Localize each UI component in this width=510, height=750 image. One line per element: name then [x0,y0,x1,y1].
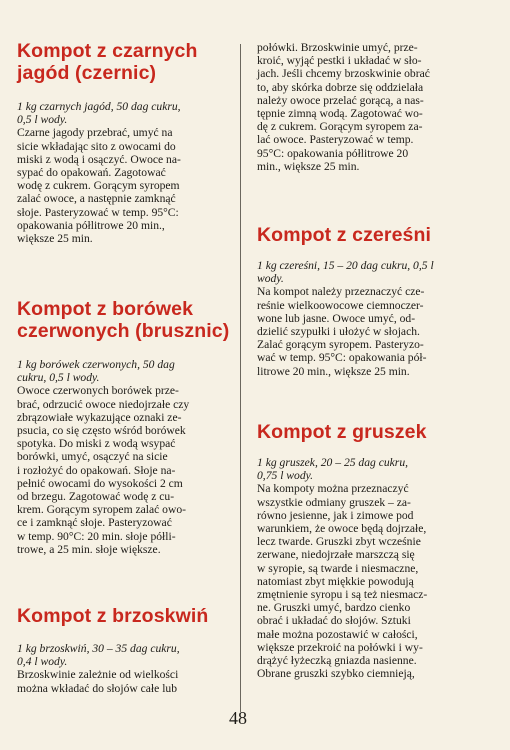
recipe-title: Kompot z czereśni [257,224,431,246]
column-divider [240,44,241,712]
recipe-title: Kompot z czarnych jagód (czernic) [17,40,198,84]
recipe-ingredients: 1 kg czereśni, 15 – 20 dag cukru, 0,5 l wody. [257,259,434,286]
recipe-czeresnie [257,224,470,378]
recipe-instructions: Owoce czerwonych borówek prze- brać, odrzucić owoce niedojrzałe czy zbrązowiałe wykazujące oznaki ze- psucia, co się często wśród borówek spotyka. Do miski z wodą wsypać borówki, umyć, osączyć na sicie i rozłożyć do opakowań. Słoje na- pełnić owocami do wysokości 2 cm od brzegu. Zagotować wodę z cu- krem. Gorącym syropem zalać owo- ce i zamknąć słoje. Pasteryzować w temp. 90°C: 20 min. słoje półli- trowe, a 25 min. słoje większe. [17,384,190,556]
recipe-title: Kompot z gruszek [257,421,427,443]
recipe-title: Kompot z brzoskwiń [17,605,209,627]
recipe-title: Kompot z borówek czerwonych (brusznic) [17,298,230,342]
recipe-brzoskwinie-continuation [257,41,470,173]
recipe-borowki [17,298,230,556]
recipe-instructions: Na kompoty można przeznaczyć wszystkie odmiany gruszek – za- równo jesienne, jak i zimowe pod warunkiem, że owoce będą dojrzałe, lecz twarde. Gruszki zbyt wcześnie zerwane, niedojrzałe marszczą się w syropie, są twarde i niesmaczne, natomiast zbyt miękkie powodują zmętnienie syropu i są też niesmacz- ne. Gruszki umyć, bardzo cienko obrać i układać do słojów. Sztuki małe można pozostawić w całości, większe przekroić na połówki i wy- drążyć łyżeczką gniazda nasienne. Obrane gruszki szybko ciemnieją, [257,482,428,681]
recipe-czarne-jagody [17,40,225,245]
recipe-gruszki [257,421,470,680]
recipe-ingredients: 1 kg borówek czerwonych, 50 dag cukru, 0,5 l wody. [17,358,175,385]
recipe-instructions: Czarne jagody przebrać, umyć na sicie wkładając sito z owocami do miski z wodą i osączyć. Owoce na- sypać do opakowań. Zagotować wodę z cukrem. Gorącym syropem zalać owoce, a następnie zamknąć słoje. Pasteryzować w temp. 95°C: opakowania półlitrowe 20 min., większe 25 min. [17,126,181,246]
page-number: 48 [229,708,247,728]
recipe-instructions: Na kompot należy przeznaczyć cze- reśnie wielkoowocowe ciemnoczer- wone lub jasne. Owoce umyć, od- dzielić szypułki i ułożyć w słojach. Zalać gorącym syropem. Pasteryzo- wać w temp. 95°C: opakowania pół- litrowe 20 min., większe 25 min. [257,285,427,378]
recipe-instructions: połówki. Brzoskwinie umyć, prze- kroić, wyjąć pestki i układać w sło- jach. Jeśli chcemy brzoskwinie obrać to, aby skórka dobrze się oddzielała należy owoce przelać gorącą, a nas- tępnie zimną wodą. Zagotować wo- dę z cukrem. Gorącym syropem za- lać owoce. Pasteryzować w temp. 95°C: opakowania półlitrowe 20 min., większe 25 min. [257,41,430,173]
recipe-ingredients: 1 kg czarnych jagód, 50 dag cukru, 0,5 l wody. [17,100,181,127]
recipe-brzoskwinie [17,605,225,695]
recipe-instructions: Brzoskwinie zależnie od wielkości można wkładać do słojów całe lub [17,668,179,695]
recipe-ingredients: 1 kg gruszek, 20 – 25 dag cukru, 0,75 l wody. [257,456,409,483]
recipe-ingredients: 1 kg brzoskwiń, 30 – 35 dag cukru, 0,4 l wody. [17,642,180,669]
